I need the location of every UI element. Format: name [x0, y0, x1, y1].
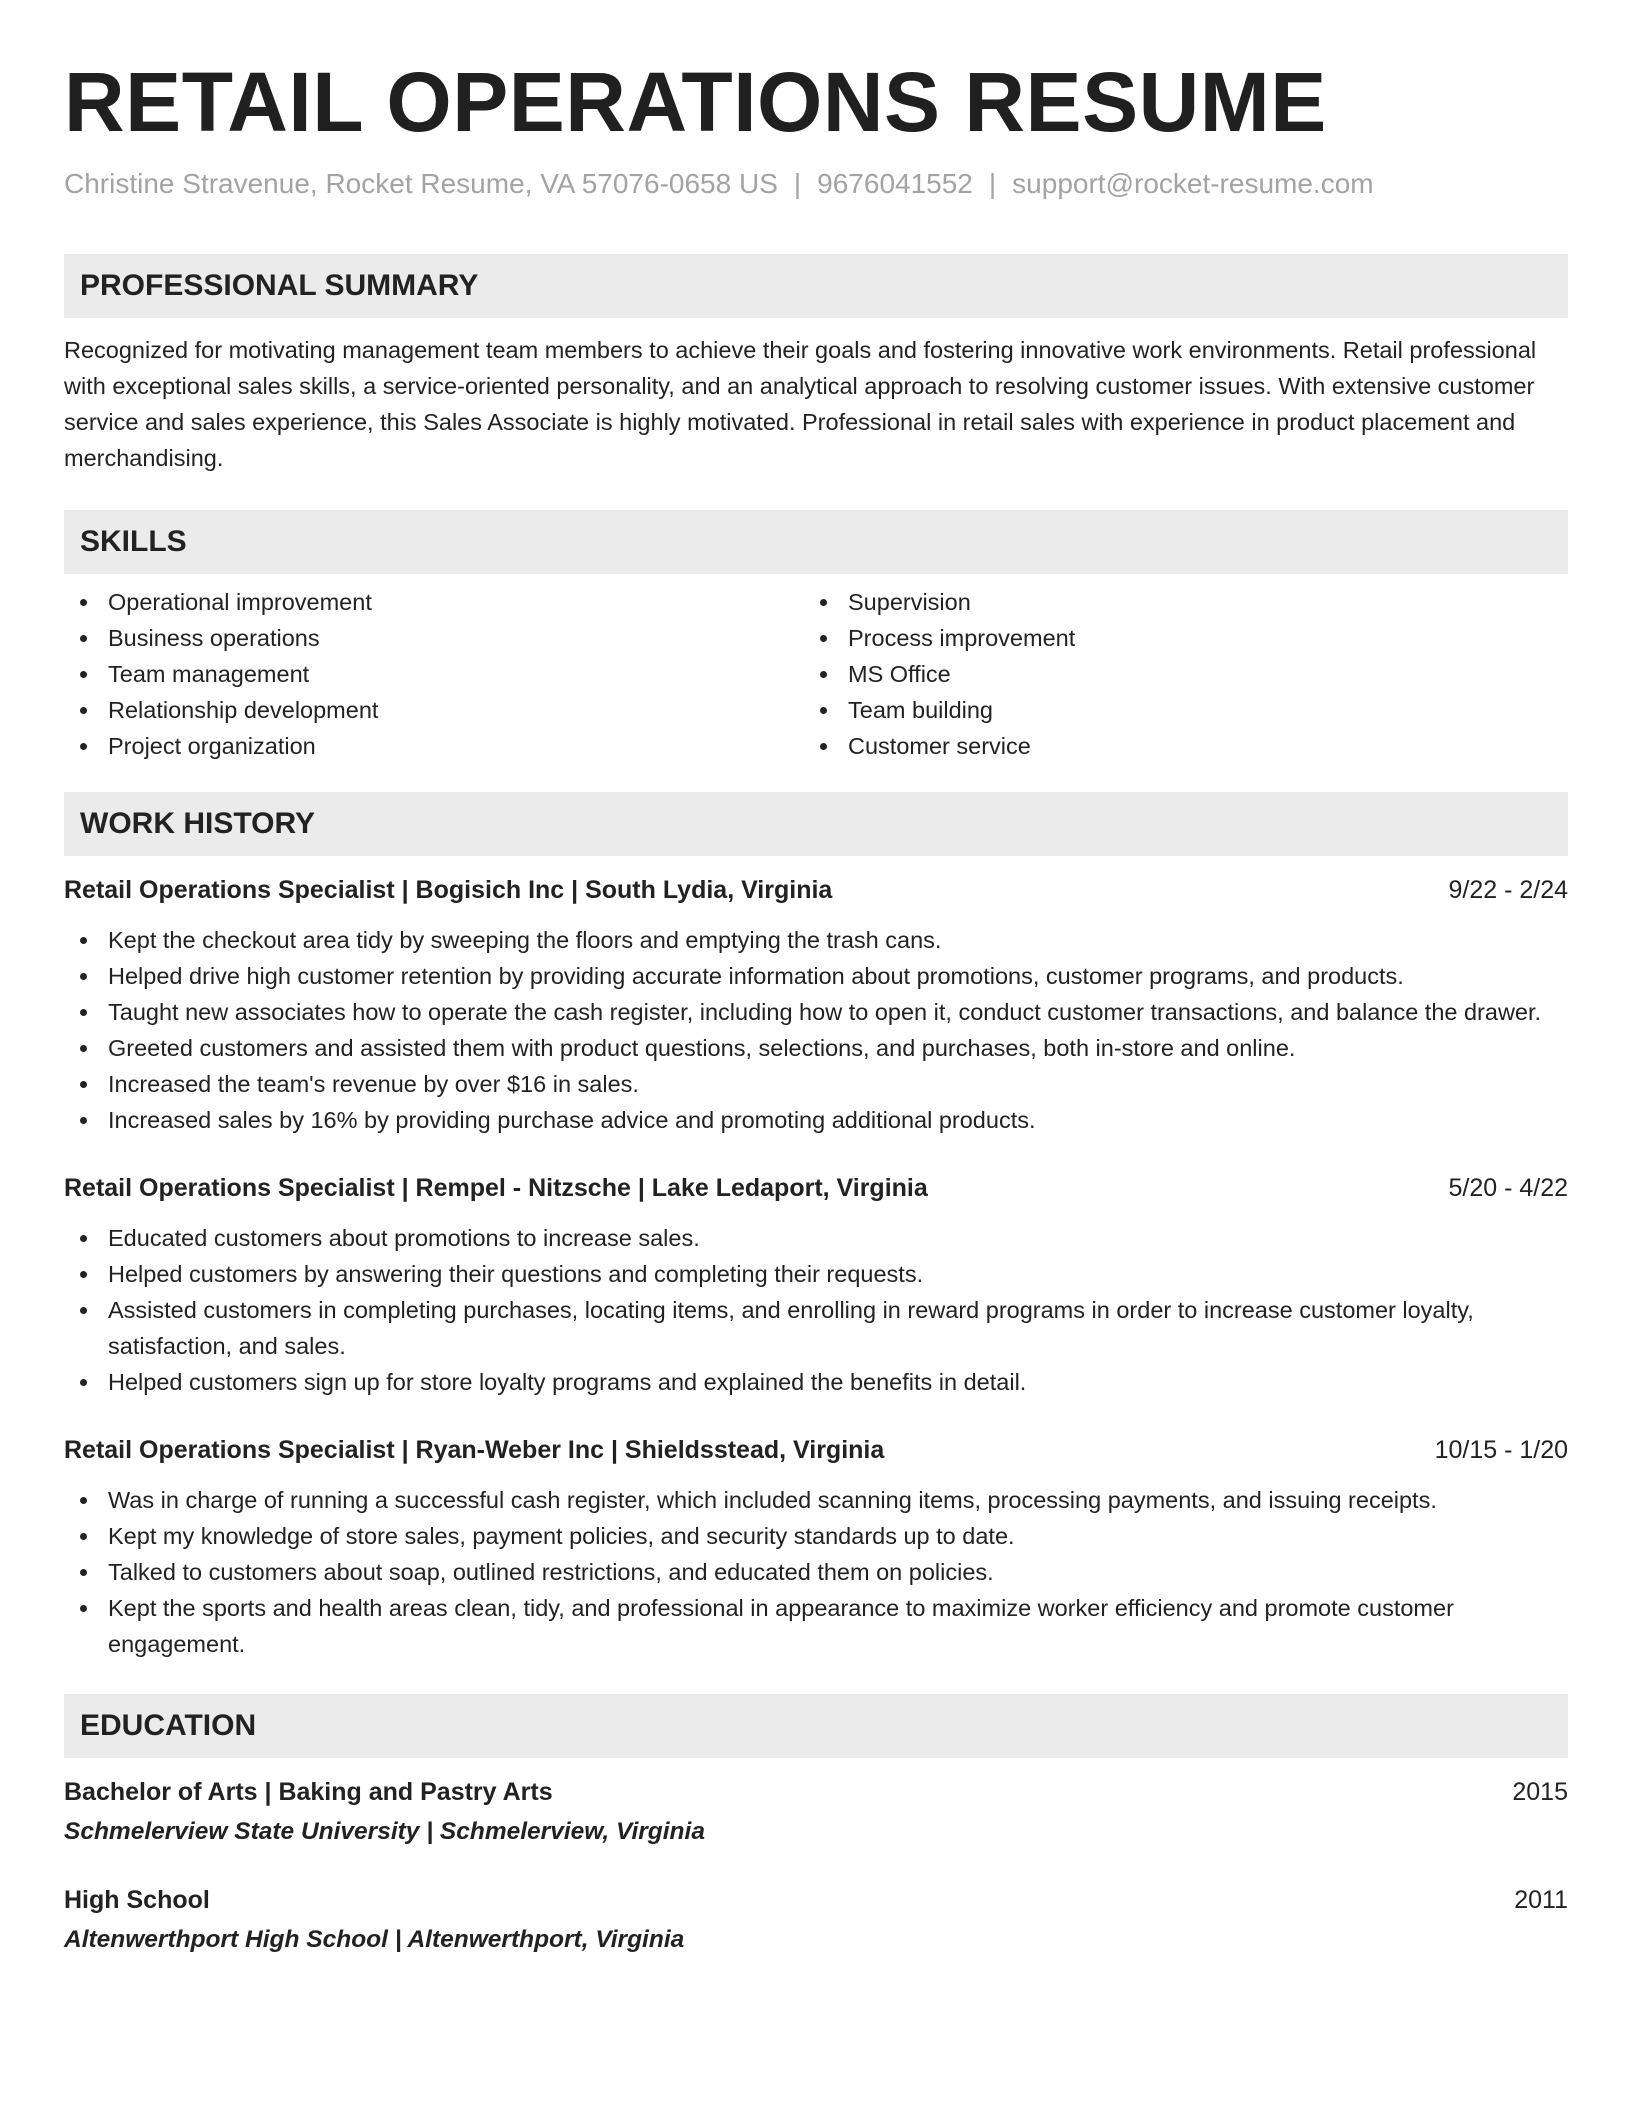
contact-email: support@rocket-resume.com: [1012, 168, 1374, 199]
job-title: Retail Operations Specialist | Ryan-Weber Inc | Shieldsstead, Virginia: [64, 1436, 885, 1464]
education-header: [64, 1882, 1568, 1918]
job-bullet: Kept the sports and health areas clean, tidy, and professional in appearance to maximize worker efficiency and promote customer engagement.: [64, 1590, 1568, 1662]
job-dates: 9/22 - 2/24: [1448, 876, 1568, 904]
education-year: 2011: [1514, 1886, 1568, 1914]
job-header: [64, 872, 1568, 908]
education-school: Schmelerview State University | Schmelerview, Virginia: [64, 1818, 705, 1845]
job-bullet: Assisted customers in completing purchases, locating items, and enrolling in reward programs in order to increase customer loyalty, satisfaction, and sales.: [64, 1292, 1568, 1364]
job-dates: 10/15 - 1/20: [1434, 1436, 1568, 1464]
job-header: [64, 1432, 1568, 1468]
job-title: Retail Operations Specialist | Bogisich Inc | South Lydia, Virginia: [64, 876, 833, 904]
job-bullets: [64, 1220, 1568, 1400]
skill-item: MS Office: [804, 656, 1544, 692]
job-bullet: Educated customers about promotions to increase sales.: [64, 1220, 1568, 1256]
skills-column-left: [64, 584, 804, 764]
job-bullets: [64, 1482, 1568, 1662]
education-entry: [64, 1882, 1568, 1958]
skill-item: Operational improvement: [64, 584, 804, 620]
education-header: [64, 1774, 1568, 1810]
job-bullet: Was in charge of running a successful cash register, which included scanning items, processing payments, and issuing receipts.: [64, 1482, 1568, 1518]
job-bullet: Helped customers sign up for store loyalty programs and explained the benefits in detail.: [64, 1364, 1568, 1400]
job-bullet: Kept my knowledge of store sales, payment policies, and security standards up to date.: [64, 1518, 1568, 1554]
skill-item: Relationship development: [64, 692, 804, 728]
job-entry: [64, 1170, 1568, 1400]
job-header: [64, 1170, 1568, 1206]
job-bullet: Greeted customers and assisted them with product questions, selections, and purchases, both in-store and online.: [64, 1030, 1568, 1066]
job-bullet: Taught new associates how to operate the cash register, including how to open it, conduct customer transactions, and balance the drawer.: [64, 994, 1568, 1030]
job-bullet: Kept the checkout area tidy by sweeping the floors and emptying the trash cans.: [64, 922, 1568, 958]
skills-list: [64, 584, 1568, 764]
contact-line: [64, 166, 1568, 202]
job-entry: [64, 872, 1568, 1138]
contact-separator: |: [988, 168, 997, 199]
job-bullet: Talked to customers about soap, outlined restrictions, and educated them on policies.: [64, 1554, 1568, 1590]
skill-item: Business operations: [64, 620, 804, 656]
contact-address: Christine Stravenue, Rocket Resume, VA 57076-0658 US: [64, 168, 778, 199]
skills-column-right: [804, 584, 1544, 764]
job-bullet: Helped customers by answering their questions and completing their requests.: [64, 1256, 1568, 1292]
section-heading-work: WORK HISTORY: [64, 792, 1568, 856]
skill-item: Team building: [804, 692, 1544, 728]
job-bullets: [64, 922, 1568, 1138]
contact-separator: |: [793, 168, 802, 199]
section-heading-summary: PROFESSIONAL SUMMARY: [64, 254, 1568, 318]
skill-item: Process improvement: [804, 620, 1544, 656]
job-bullet: Increased the team's revenue by over $16 in sales.: [64, 1066, 1568, 1102]
education-degree: Bachelor of Arts | Baking and Pastry Arts: [64, 1778, 553, 1806]
skill-item: Customer service: [804, 728, 1544, 764]
skill-item: Supervision: [804, 584, 1544, 620]
job-bullet: Helped drive high customer retention by providing accurate information about promotions, customer programs, and products.: [64, 958, 1568, 994]
resume-title: RETAIL OPERATIONS RESUME: [64, 55, 1327, 149]
section-heading-skills: SKILLS: [64, 510, 1568, 574]
job-entry: [64, 1432, 1568, 1662]
education-degree: High School: [64, 1886, 210, 1914]
skill-item: Team management: [64, 656, 804, 692]
section-heading-education: EDUCATION: [64, 1694, 1568, 1758]
job-bullet: Increased sales by 16% by providing purchase advice and promoting additional products.: [64, 1102, 1568, 1138]
job-title: Retail Operations Specialist | Rempel - Nitzsche | Lake Ledaport, Virginia: [64, 1174, 928, 1202]
skill-item: Project organization: [64, 728, 804, 764]
summary-text: Recognized for motivating management team members to achieve their goals and fostering innovative work environments. Retail professional with exceptional sales skills, a service-oriented personality, and an analytical approach to resolving customer issues. With extensive customer service and sales experience, this Sales Associate is highly motivated. Professional in retail sales with experience in product placement and merchandising.: [64, 337, 1537, 471]
education-school: Altenwerthport High School | Altenwerthport, Virginia: [64, 1926, 685, 1953]
education-entry: [64, 1774, 1568, 1850]
contact-phone: 9676041552: [817, 168, 973, 199]
education-year: 2015: [1512, 1778, 1568, 1806]
job-dates: 5/20 - 4/22: [1448, 1174, 1568, 1202]
